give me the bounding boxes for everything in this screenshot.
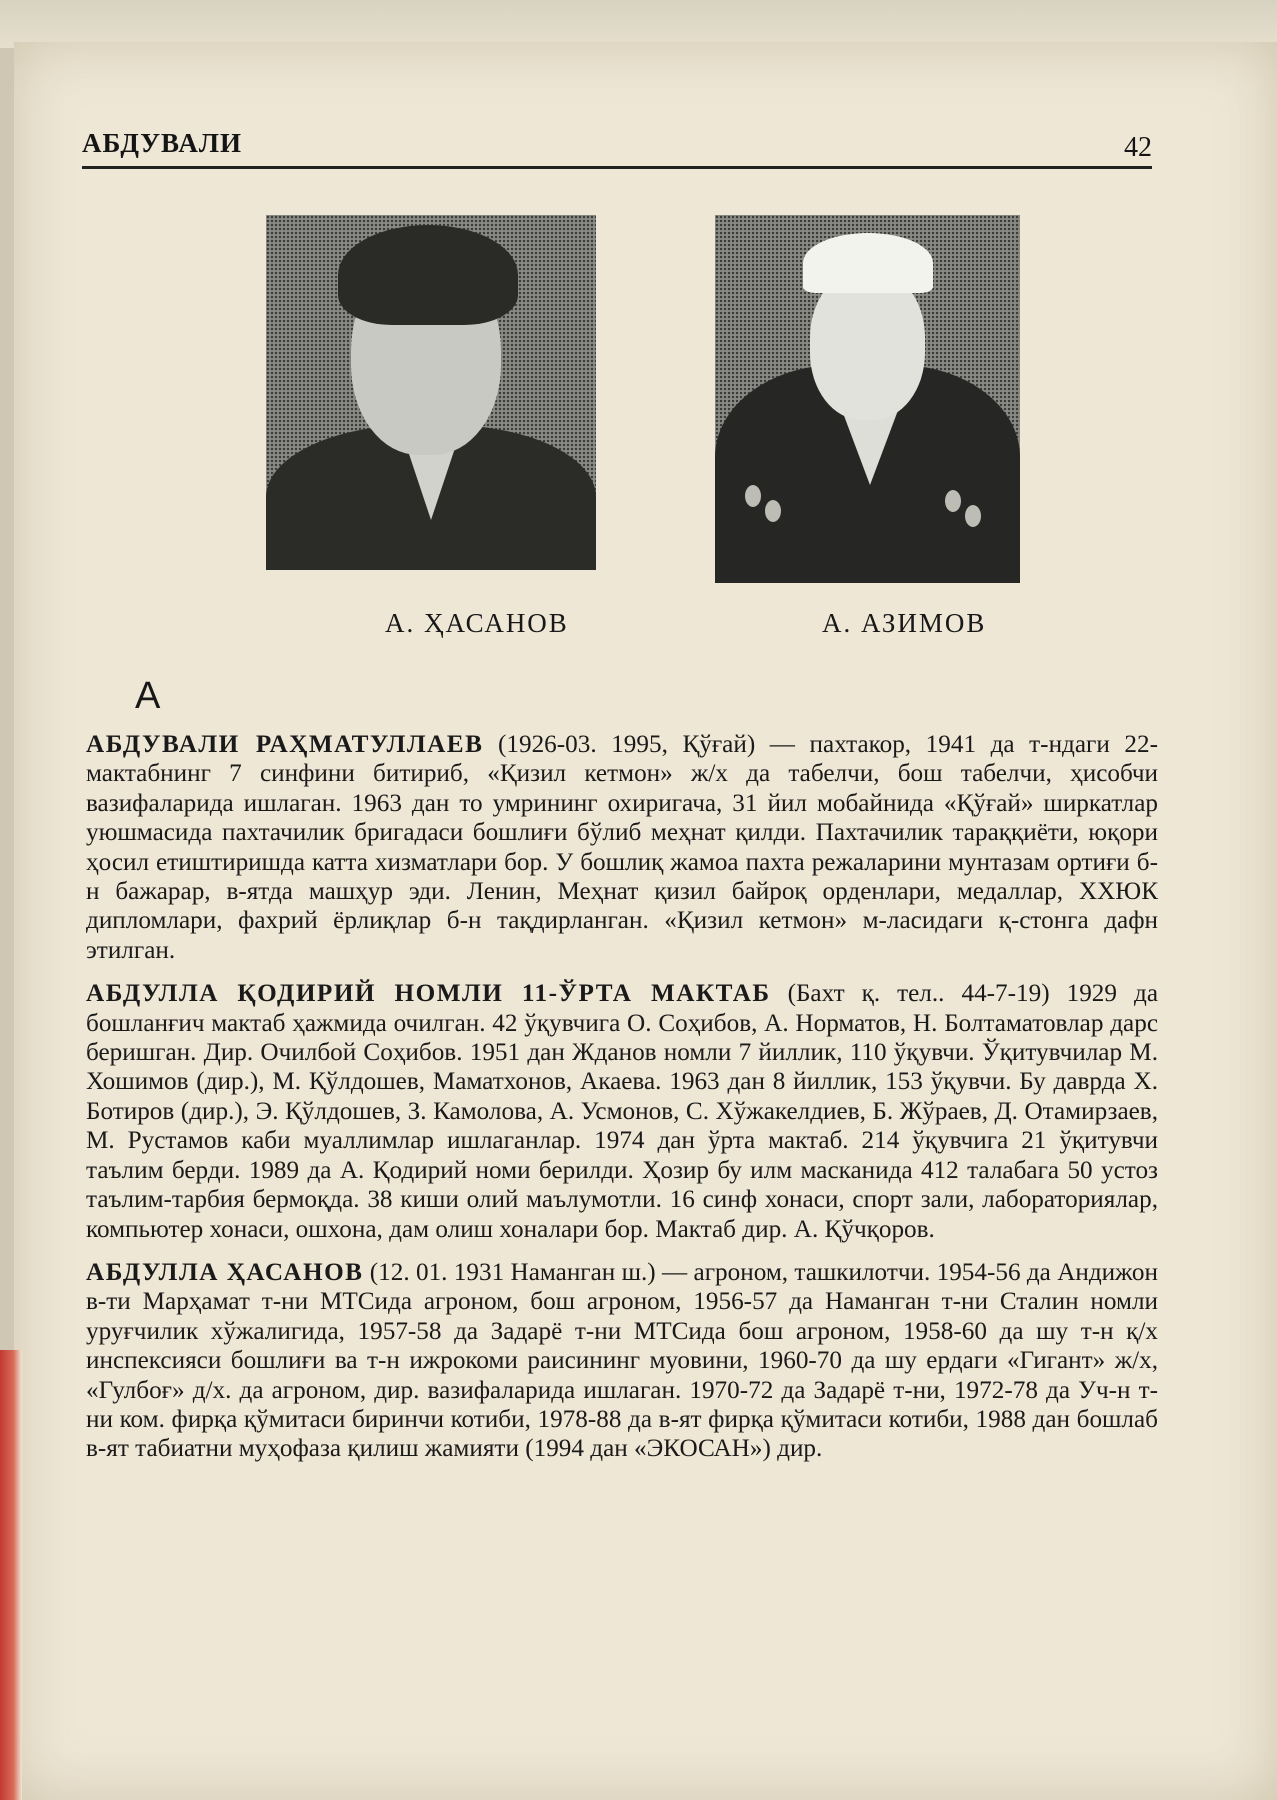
entry-text: (12. 01. 1931 Наманган ш.) — агроном, ташкилотчи. 1954-56 да Андижон в-ти Марҳамат т-ни МТСида агроном, бош агроном, 1956-57 да Наманган т-ни Сталин номли уруғчилик хўжалигида, 1957-58 да Задарё т-ни МТСида бош агроном, 1958-60 да шу т-н қ/х инспексияси бошлиғи ва т-н ижрокоми раисининг муовини, 1960-70 да шу ердаги «Гигант» ж/х, «Гулбоғ» д/х. да агроном, дир. вазифаларида ишлаган. 1970-72 да Задарё т-ни, 1972-78 да Уч-н т-ни ком. фирқа қўмитаси биринчи котиби, 1978-88 да в-ят фирқа қўмитаси котиби, 1988 дан бошлаб в-ят табиатни муҳофаза қилиш жамияти (1994 дан «ЭКОСАН») дир. <box>86 1258 1159 1463</box>
entries-list <box>86 730 1158 1478</box>
page-number: 42 <box>1124 132 1152 163</box>
entry-term: АБДУВАЛИ РАҲМАТУЛЛАЕВ <box>86 731 484 758</box>
entry-text: (Бахт қ. тел.. 44-7-19) 1929 да бошланғич мактаб ҳажмида очилган. 42 ўқувчига О. Соҳибов, А. Норматов, Н. Болтаматовлар дарс беришган. Дир. Очилбой Соҳибов. 1951 дан Жданов номли 7 йиллик, 110 ўқувчи. Ўқитувчилар М. Хошимов (дир.), М. Қўлдошев, Маматхонов, Акаева. 1963 дан 8 йиллик, 153 ўқувчи. Бу даврда Х. Ботиров (дир.), Э. Қўлдошев, З. Камолова, А. Усмонов, С. Хўжакелдиев, Б. Жўраев, Д. Отамирзаев, М. Рустамов каби муаллимлар ишлаганлар. 1974 дан ўрта мактаб. 214 ўқувчига 21 ўқитувчи таълим берди. 1989 да А. Қодирий номи берилди. Ҳозир бу илм масканида 412 талабага 50 устоз таълим-тарбия бермоқда. 38 киши олий маълумотли. 16 синф хонаси, спорт зали, лабораториялар, компьютер хонаси, ошхона, дам олиш хоналари бор. Мактаб дир. А. Қўчқоров. <box>86 980 1158 1243</box>
previous-page-edge <box>0 0 1277 48</box>
portrait-photo-azimov <box>715 215 1020 583</box>
entry-text: (1926-03. 1995, Қўғай) — пахтакор, 1941 да т-ндаги 22-мактабнинг 7 синфини битириб, «Қизил кетмон» ж/х да табелчи, бош табелчи, ҳисобчи вазифаларида ишлаган. 1963 дан то умрининг охиригача, 31 йил мобайнида «Қўғай» ширкатлар уюшмасида пахтачилик бригадаси бошлиғи бўлиб меҳнат қилди. Пахтачилик тараққиёти, юқори ҳосил етиштиришда катта хизматлари бор. У бошлиқ жамоа пахта режаларини мунтазам ортиғи б-н бажарар, в-ятда машҳур эди. Ленин, Меҳнат қизил байроқ орденлари, медаллар, ХХЮК дипломлари, фахрий ёрлиқлар б-н тақдирланган. «Қизил кетмон» м-ласидаги қ-стонга дафн этилган. <box>86 731 1159 964</box>
page-header <box>82 122 1152 169</box>
entry <box>86 1258 1158 1464</box>
entry-term: АБДУЛЛА ҚОДИРИЙ НОМЛИ 11-ЎРТА МАКТАБ <box>86 980 771 1008</box>
red-cover-edge <box>0 1350 22 1800</box>
portrait-photo-hasanov <box>266 215 596 570</box>
running-head: АБДУВАЛИ <box>82 128 242 158</box>
entry <box>86 730 1158 965</box>
section-letter: А <box>135 675 161 717</box>
portrait-caption: А. АЗИМОВ <box>822 608 987 638</box>
entry-term: АБДУЛЛА ҲАСАНОВ <box>86 1258 364 1286</box>
entry <box>86 979 1158 1244</box>
portrait-caption: А. ҲАСАНОВ <box>385 608 569 638</box>
